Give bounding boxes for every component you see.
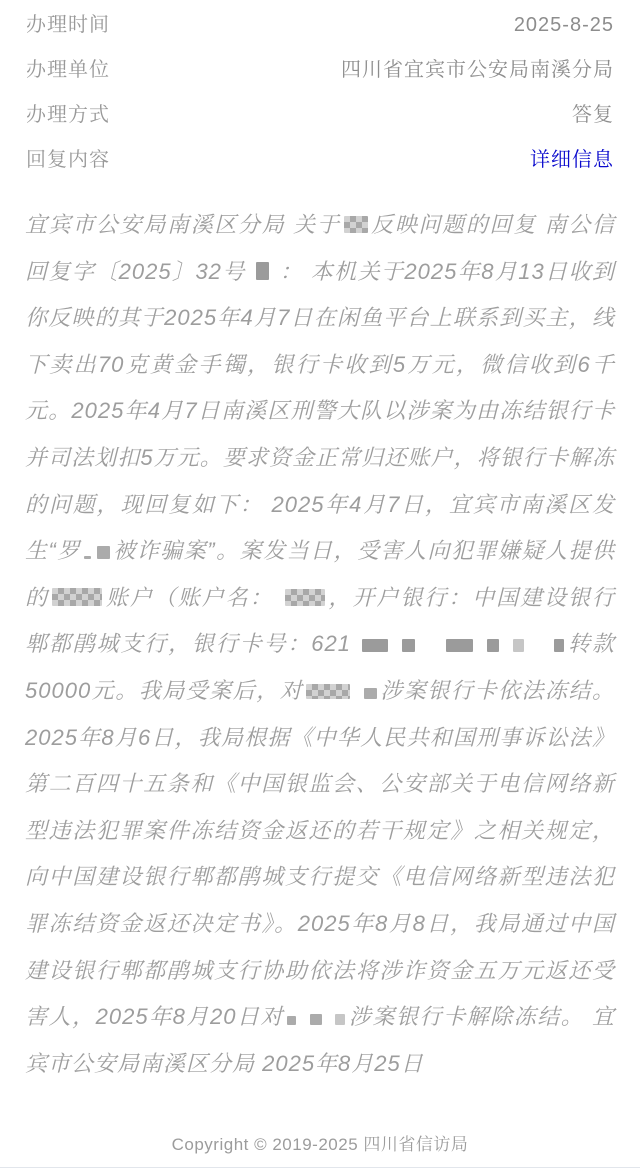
body-text-segment: 反映问题的回复 南公信回复字〔2025〕32号: [25, 212, 615, 284]
redaction-block: [487, 639, 499, 652]
reply-info-section: [0, 0, 640, 188]
body-text-segment: [299, 1004, 307, 1029]
body-text-segment: 宜宾市公安局南溪区分局 关于: [25, 212, 341, 237]
info-row-processing-method: [26, 98, 614, 143]
body-text-segment: 涉案银行卡解除冻结。 宜宾市公安局南溪区分局 2025年8月25日: [25, 1004, 615, 1076]
reply-body-text: [25, 202, 615, 1087]
redaction-block: [287, 1016, 296, 1025]
redaction-block: [446, 639, 473, 652]
processing-method-label: 办理方式: [26, 104, 110, 126]
redaction-block: [362, 639, 388, 652]
redaction-block: [364, 688, 377, 699]
redaction-block: [344, 216, 368, 233]
body-text-segment: [527, 631, 552, 656]
redaction-block: [402, 639, 415, 652]
redaction-block: [285, 589, 325, 606]
body-text-segment: [325, 1004, 333, 1029]
body-text-segment: [418, 631, 443, 656]
body-text-segment: [502, 631, 510, 656]
redaction-block: [52, 588, 102, 606]
info-row-processing-time: [26, 8, 614, 53]
info-row-processing-unit: [26, 53, 614, 98]
body-text-segment: 被诈骗案”。案发当日，受害人向犯罪嫌疑人提供的: [25, 538, 616, 610]
redaction-block: [310, 1014, 322, 1025]
body-text-segment: [391, 631, 399, 656]
processing-time-value: 2025-8-25: [513, 14, 614, 36]
body-text-segment: ： 本机关于2025年8月13日收到你反映的其于2025年4月7日在闲鱼平台上联系到买主，线下卖出70克黄金手镯，银行卡收到5万元，微信收到6千元。2025年4月7日南溪区刑警大队以涉案为由冻结银行卡并司法划扣5万元。要求资金正常归还账户，将银行卡解冻的问题，现回复如下： 2025年4月7日，宜宾市南溪区发生“罗: [25, 258, 615, 564]
redaction-block: [335, 1014, 345, 1025]
body-text-segment: 账户（账户名：: [104, 584, 282, 610]
body-text-segment: 转款50000元。我局受案后，对: [25, 631, 615, 703]
body-text-segment: 涉案银行卡依法冻结。2025年8月6日，我局根据《中华人民共和国刑事诉讼法》第二百四十五条和《中国银监会、公安部关于电信网络新型违法犯罪案件冻结资金返还的若干规定》之相关规定，向中国建设银行郫都鹃城支行提交《电信网络新型违法犯罪冻结资金返还决定书》。2025年8月8日，我局通过中国建设银行郫都鹃城支行协助依法将涉诈资金五万元返还受害人，2025年8月20日对: [25, 677, 615, 1030]
redaction-block: [84, 556, 91, 559]
processing-method-value: 答复: [572, 104, 614, 126]
body-text-segment: [476, 631, 484, 656]
redaction-block: [256, 262, 269, 280]
redaction-block: [554, 639, 564, 652]
redaction-block: [513, 639, 524, 652]
processing-time-label: 办理时间: [26, 14, 110, 36]
detail-info-link[interactable]: 详细信息: [530, 149, 614, 171]
redaction-block: [306, 684, 350, 699]
reply-content-label: 回复内容: [26, 149, 110, 171]
processing-unit-value: 四川省宜宾市公安局南溪分局: [341, 59, 614, 81]
footer-copyright: Copyright © 2019-2025 四川省信访局: [171, 1135, 469, 1154]
redaction-block: [97, 546, 110, 559]
processing-unit-label: 办理单位: [26, 59, 110, 81]
info-row-reply-content: [26, 143, 614, 188]
body-text-segment: [353, 678, 361, 703]
body-text-segment: ，开户银行：中国建设银行郫都鹃城支行，银行卡号：621: [25, 584, 615, 657]
